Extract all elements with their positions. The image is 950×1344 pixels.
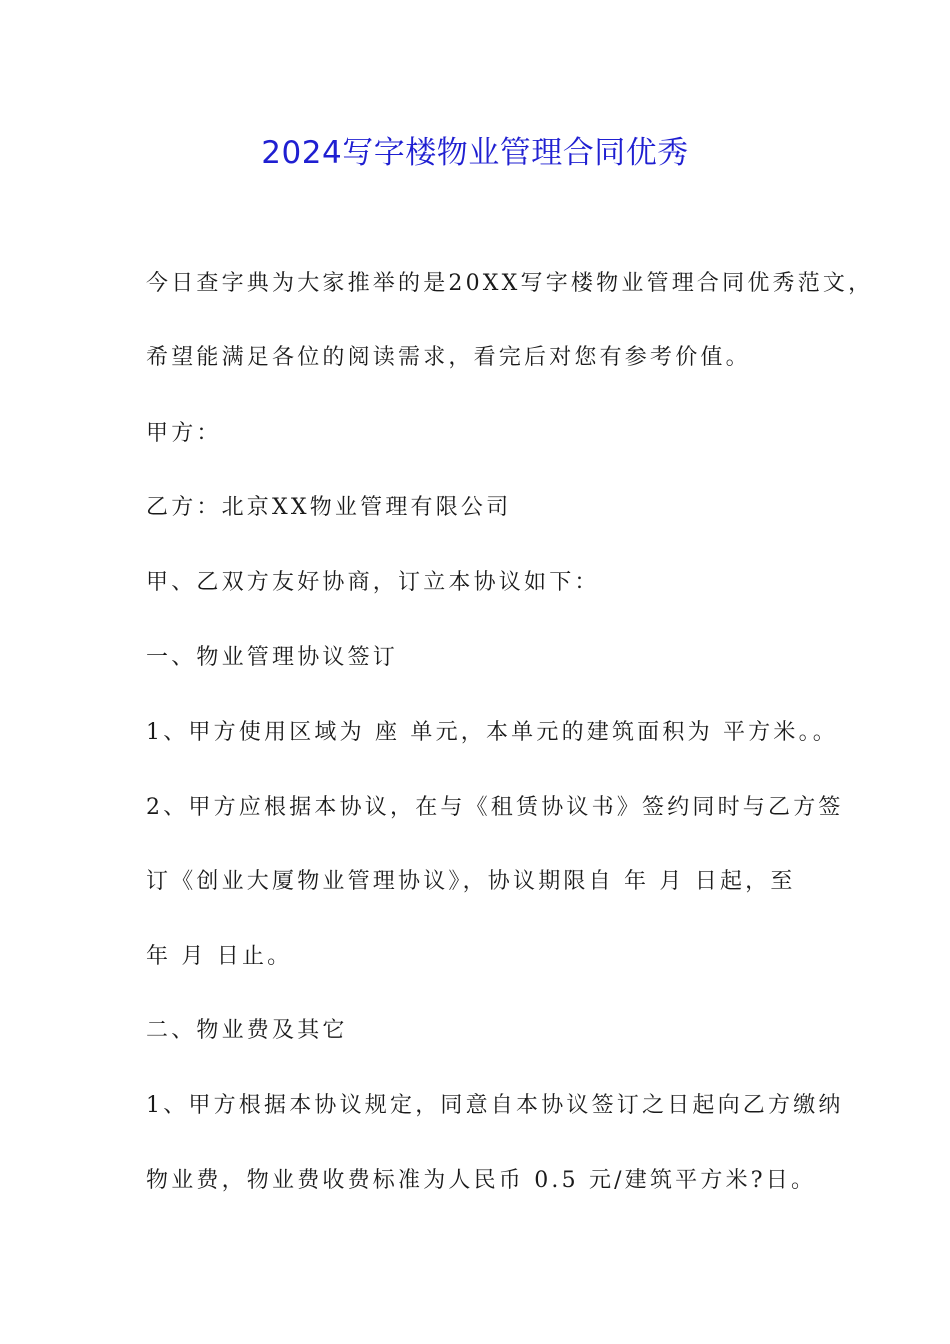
section-heading-1: 一、物业管理协议签订 bbox=[146, 645, 399, 670]
clause-1-1-line: 1、甲方使用区域为 座 单元，本单元的建筑面积为 平方米。。 bbox=[146, 720, 838, 745]
clause-1-2-line-1: 2、甲方应根据本协议，在与《租赁协议书》签约同时与乙方签 bbox=[146, 795, 844, 820]
paragraph-line-intro-1: 今日查字典为大家推举的是20XX写字楼物业管理合同优秀范文， bbox=[146, 271, 874, 296]
clause-1-2-line-3: 年 月 日止。 bbox=[146, 944, 293, 969]
party-a-line: 甲方： bbox=[146, 421, 222, 446]
paragraph-line-intro-2: 希望能满足各位的阅读需求，看完后对您有参考价值。 bbox=[146, 345, 751, 370]
clause-2-1-line-1: 1、甲方根据本协议规定，同意自本协议签订之日起向乙方缴纳 bbox=[146, 1093, 844, 1118]
party-b-line: 乙方：北京XX物业管理有限公司 bbox=[146, 495, 512, 520]
document-title: 2024写字楼物业管理合同优秀 bbox=[261, 135, 689, 171]
agreement-intro-line: 甲、乙双方友好协商，订立本协议如下： bbox=[146, 570, 600, 595]
clause-1-2-line-2: 订《创业大厦物业管理协议》，协议期限自 年 月 日起，至 bbox=[146, 869, 796, 894]
clause-2-1-line-2: 物业费，物业费收费标准为人民币 0.5 元/建筑平方米?日。 bbox=[146, 1168, 817, 1193]
section-heading-2: 二、物业费及其它 bbox=[146, 1018, 348, 1043]
